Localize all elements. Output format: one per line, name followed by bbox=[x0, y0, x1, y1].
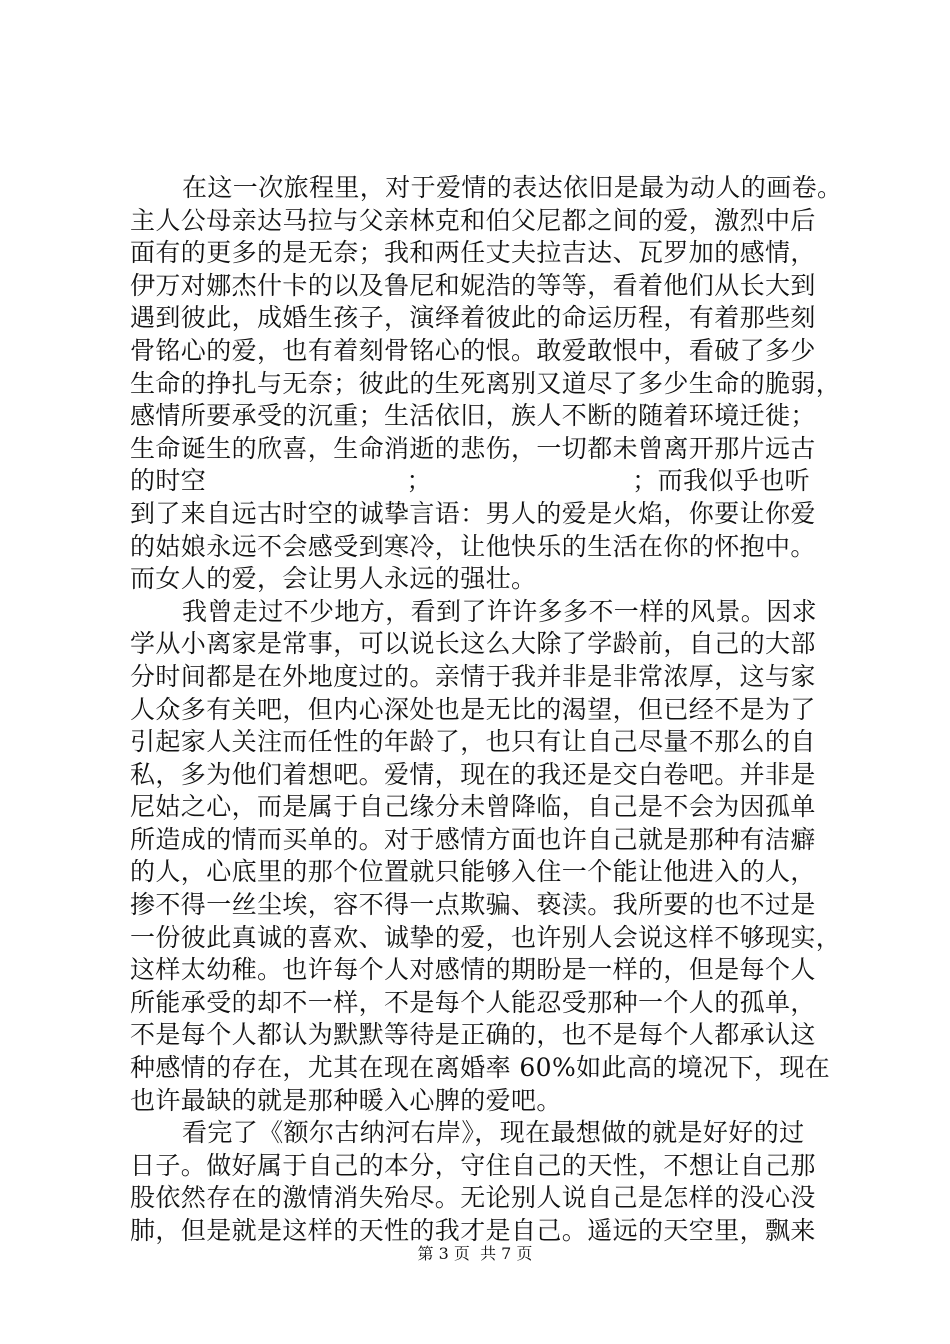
paragraph-1-line-5: 遇到彼此，成婚生孩子，演绎着彼此的命运历程，有着那些刻 bbox=[130, 303, 816, 333]
paragraph-1-line-3: 面有的更多的是无奈；我和两任丈夫拉吉达、瓦罗加的感情， bbox=[130, 238, 816, 268]
paragraph-3-line-2: 日子。做好属于自己的本分，守住自己的天性，不想让自己那 bbox=[130, 1150, 816, 1180]
paragraph-1-line-8: 感情所要承受的沉重；生活依旧，族人不断的随着环境迁徙； bbox=[130, 401, 816, 431]
paragraph-2-line-8: 所造成的情而买单的。对于感情方面也许自己就是那种有洁癖 bbox=[130, 824, 816, 854]
paragraph-2-line-16: 也许最缺的就是那种暖入心脾的爱吧。 bbox=[130, 1085, 562, 1115]
paragraph-3-line-3: 股依然存在的激情消失殆尽。无论别人说自己是怎样的没心没 bbox=[130, 1183, 816, 1213]
paragraph-2-line-5: 引起家人关注而任性的年龄了，也只有让自己尽量不那么的自 bbox=[130, 727, 816, 757]
paragraph-2-line-3: 分时间都是在外地度过的。亲情于我并非是非常浓厚，这与家 bbox=[130, 661, 816, 691]
paragraph-2-line-2: 学从小离家是常事，可以说长这么大除了学龄前，自己的大部 bbox=[130, 629, 816, 659]
paragraph-1-line-11: 到了来自远古时空的诚挚言语：男人的爱是火焰，你要让你爱 bbox=[130, 498, 816, 528]
paragraph-1-line-7: 生命的挣扎与无奈；彼此的生死离别又道尽了多少生命的脆弱， bbox=[130, 368, 842, 398]
paragraph-1-line-10: 的时空 ； ；而我似乎也听 bbox=[130, 466, 811, 496]
paragraph-2-line-14: 不是每个人都认为默默等待是正确的，也不是每个人都承认这 bbox=[130, 1020, 816, 1050]
paragraph-2-line-1: 我曾走过不少地方，看到了许许多多不一样的风景。因求 bbox=[182, 596, 818, 626]
paragraph-1-line-12: 的姑娘永远不会感受到寒冷，让他快乐的生活在你的怀抱中。 bbox=[130, 531, 816, 561]
paragraph-2-line-11: 一份彼此真诚的喜欢、诚挚的爱，也许别人会说这样不够现实， bbox=[130, 922, 842, 952]
page-footer bbox=[0, 1244, 950, 1264]
paragraph-1-line-9: 生命诞生的欣喜，生命消逝的悲伤，一切都未曾离开那片远古 bbox=[130, 433, 816, 463]
paragraph-2-line-7: 尼姑之心，而是属于自己缘分未曾降临，自己是不会为因孤单 bbox=[130, 792, 816, 822]
paragraph-1-line-2: 主人公母亲达马拉与父亲林克和伯父尼都之间的爱，激烈中后 bbox=[130, 205, 816, 235]
paragraph-2-line-15: 种感情的存在，尤其在现在离婚率 60%如此高的境况下，现在 bbox=[130, 1053, 831, 1083]
paragraph-3-line-1: 看完了《额尔古纳河右岸》，现在最想做的就是好好的过 bbox=[182, 1118, 805, 1148]
paragraph-2-line-13: 所能承受的却不一样，不是每个人能忍受那种一个人的孤单， bbox=[130, 987, 816, 1017]
paragraph-3-line-4: 肺，但是就是这样的天性的我才是自己。遥远的天空里，飘来 bbox=[130, 1216, 816, 1245]
page-number: 第 3 页 共 7 页 bbox=[417, 1244, 533, 1263]
paragraph-1-line-4: 伊万对娜杰什卡的以及鲁尼和妮浩的等等，看着他们从长大到 bbox=[130, 270, 816, 300]
paragraph-2-line-6: 私，多为他们着想吧。爱情，现在的我还是交白卷吧。并非是 bbox=[130, 759, 816, 789]
paragraph-2-line-12: 这样太幼稚。也许每个人对感情的期盼是一样的，但是每个人 bbox=[130, 955, 816, 985]
paragraph-2-line-9: 的人，心底里的那个位置就只能够入住一个能让他进入的人， bbox=[130, 857, 816, 887]
paragraph-2-line-10: 掺不得一丝尘埃，容不得一点欺骗、亵渎。我所要的也不过是 bbox=[130, 890, 816, 920]
paragraph-1-line-13: 而女人的爱，会让男人永远的强壮。 bbox=[130, 564, 537, 594]
paragraph-1-line-6: 骨铭心的爱，也有着刻骨铭心的恨。敢爱敢恨中，看破了多少 bbox=[130, 335, 816, 365]
document-body bbox=[130, 172, 843, 1248]
paragraph-1-line-1: 在这一次旅程里，对于爱情的表达依旧是最为动人的画卷。 bbox=[182, 173, 843, 202]
paragraph-2-line-4: 人众多有关吧，但内心深处也是无比的渴望，但已经不是为了 bbox=[130, 694, 816, 724]
